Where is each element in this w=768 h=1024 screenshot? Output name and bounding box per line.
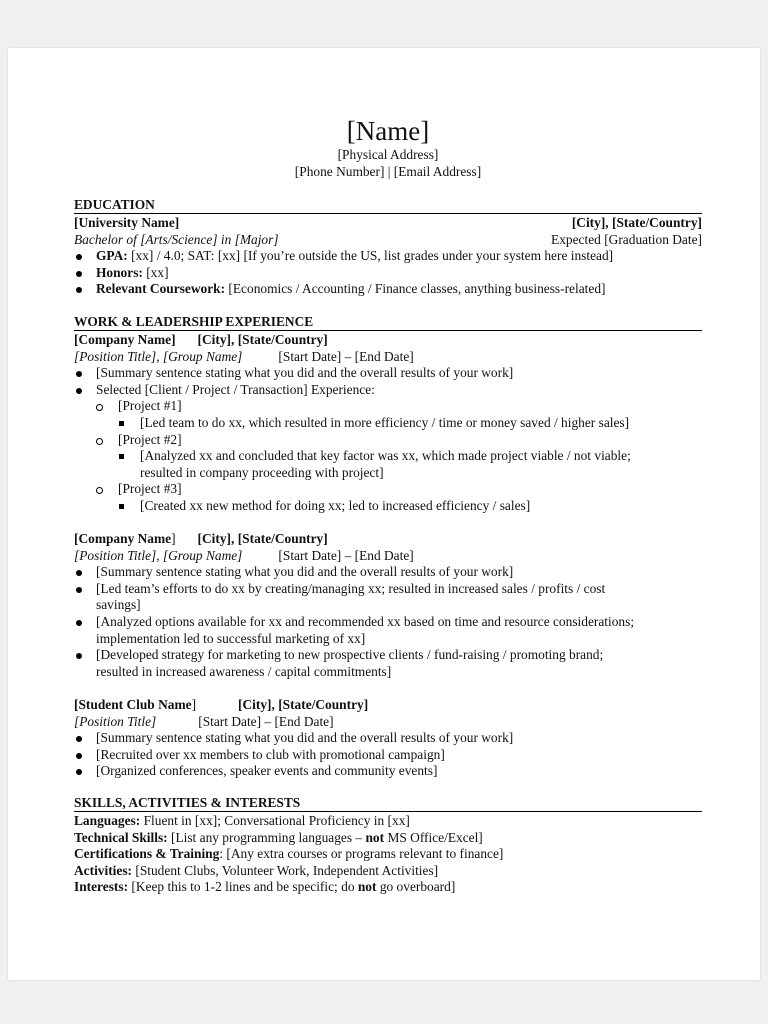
skills-section	[74, 795, 702, 896]
student-club	[74, 697, 702, 780]
project-item: [Project #3]	[74, 481, 702, 498]
position-title: [Position Title], [Group Name]	[74, 348, 243, 364]
list-item: [Analyzed options available for xx and recommended xx based on time and resource considerations; implementation led to successful marketing of xx]	[74, 614, 702, 647]
list-item: [Developed strategy for marketing to new prospective clients / fund-raising / promoting brand; resulted in increased awareness / capital commitments]	[74, 647, 702, 680]
degree-row	[74, 232, 702, 249]
university-location: [City], [State/Country]	[571, 215, 702, 230]
degree: Bachelor of [Arts/Science] in [Major]	[74, 231, 279, 247]
university-name: [University Name]	[74, 215, 180, 230]
resume-page	[8, 48, 760, 980]
list-item: [Summary sentence stating what you did and the overall results of your work]	[74, 365, 702, 382]
list-item: [Recruited over xx members to club with promotional campaign]	[74, 747, 702, 764]
graduation-date: Expected [Graduation Date]	[551, 231, 702, 247]
position-row	[74, 714, 702, 731]
list-item: [Summary sentence stating what you did and the overall results of your work]	[74, 730, 702, 747]
job-dates: [Start Date] – [End Date]	[278, 348, 414, 364]
club-name: [Student Club Name	[74, 697, 192, 712]
section-heading: EDUCATION	[74, 197, 702, 214]
skill-line-interests: Interests: [Keep this to 1-2 lines and be specific; do not go overboard]	[74, 879, 456, 895]
company-location: [City], [State/Country]	[197, 332, 328, 347]
company-name: [Company Name	[74, 531, 172, 546]
job-2	[74, 531, 702, 680]
list-item: [Organized conferences, speaker events and community events]	[74, 763, 702, 780]
company-row: [Company Name] [City], [State/Country]	[74, 531, 328, 546]
project-detail: [Analyzed xx and concluded that key factor was xx, which made project viable / not viable; resulted in company proceeding with project]	[74, 448, 702, 481]
project-item: [Project #1]	[74, 398, 702, 415]
list-item: [Summary sentence stating what you did and the overall results of your work]	[74, 564, 702, 581]
work-section	[74, 314, 702, 515]
company-location: [City], [State/Country]	[197, 531, 328, 546]
list-item: [Led team’s efforts to do xx by creating/managing xx; resulted in increased sales / profits / cost savings]	[74, 581, 702, 614]
contact-info: [Phone Number] | [Email Address]	[294, 164, 482, 179]
club-row: [Student Club Name] [City], [State/Country]	[74, 697, 369, 712]
list-item: GPA: [xx] / 4.0; SAT: [xx] [If you’re outside the US, list grades under your system here instead]	[74, 248, 702, 265]
club-location: [City], [State/Country]	[238, 697, 369, 712]
company-name: [Company Name]	[74, 332, 176, 347]
position-title: [Position Title]	[74, 713, 157, 729]
project-item: [Project #2]	[74, 432, 702, 449]
project-detail: [Created xx new method for doing xx; led to increased efficiency / sales]	[74, 498, 702, 515]
position-row	[74, 548, 702, 565]
section-heading: SKILLS, ACTIVITIES & INTERESTS	[74, 795, 702, 812]
job-dates: [Start Date] – [End Date]	[278, 547, 414, 563]
list-item: Relevant Coursework: [Economics / Accounting / Finance classes, anything business-related]	[74, 281, 702, 298]
section-heading: WORK & LEADERSHIP EXPERIENCE	[74, 314, 702, 331]
list-item: Selected [Client / Project / Transaction] Experience:	[74, 382, 702, 399]
resume-name: [Name]	[346, 116, 430, 146]
position-row	[74, 349, 702, 366]
company-row	[74, 332, 702, 349]
position-title: [Position Title], [Group Name]	[74, 547, 243, 563]
education-section	[74, 197, 702, 298]
project-detail: [Led team to do xx, which resulted in more efficiency / time or money saved / higher sales]	[74, 415, 702, 432]
skill-line-languages: Languages: Fluent in [xx]; Conversational Proficiency in [xx]	[74, 813, 410, 828]
skill-line-certifications: Certifications & Training: [Any extra courses or programs relevant to finance]	[74, 846, 504, 862]
club-dates: [Start Date] – [End Date]	[198, 713, 334, 729]
university-row	[74, 215, 702, 232]
skill-line-activities: Activities: [Student Clubs, Volunteer Work, Independent Activities]	[74, 862, 439, 878]
list-item: Honors: [xx]	[74, 265, 702, 282]
physical-address: [Physical Address]	[337, 147, 439, 162]
skill-line-technical: Technical Skills: [List any programming languages – not MS Office/Excel]	[74, 829, 483, 845]
